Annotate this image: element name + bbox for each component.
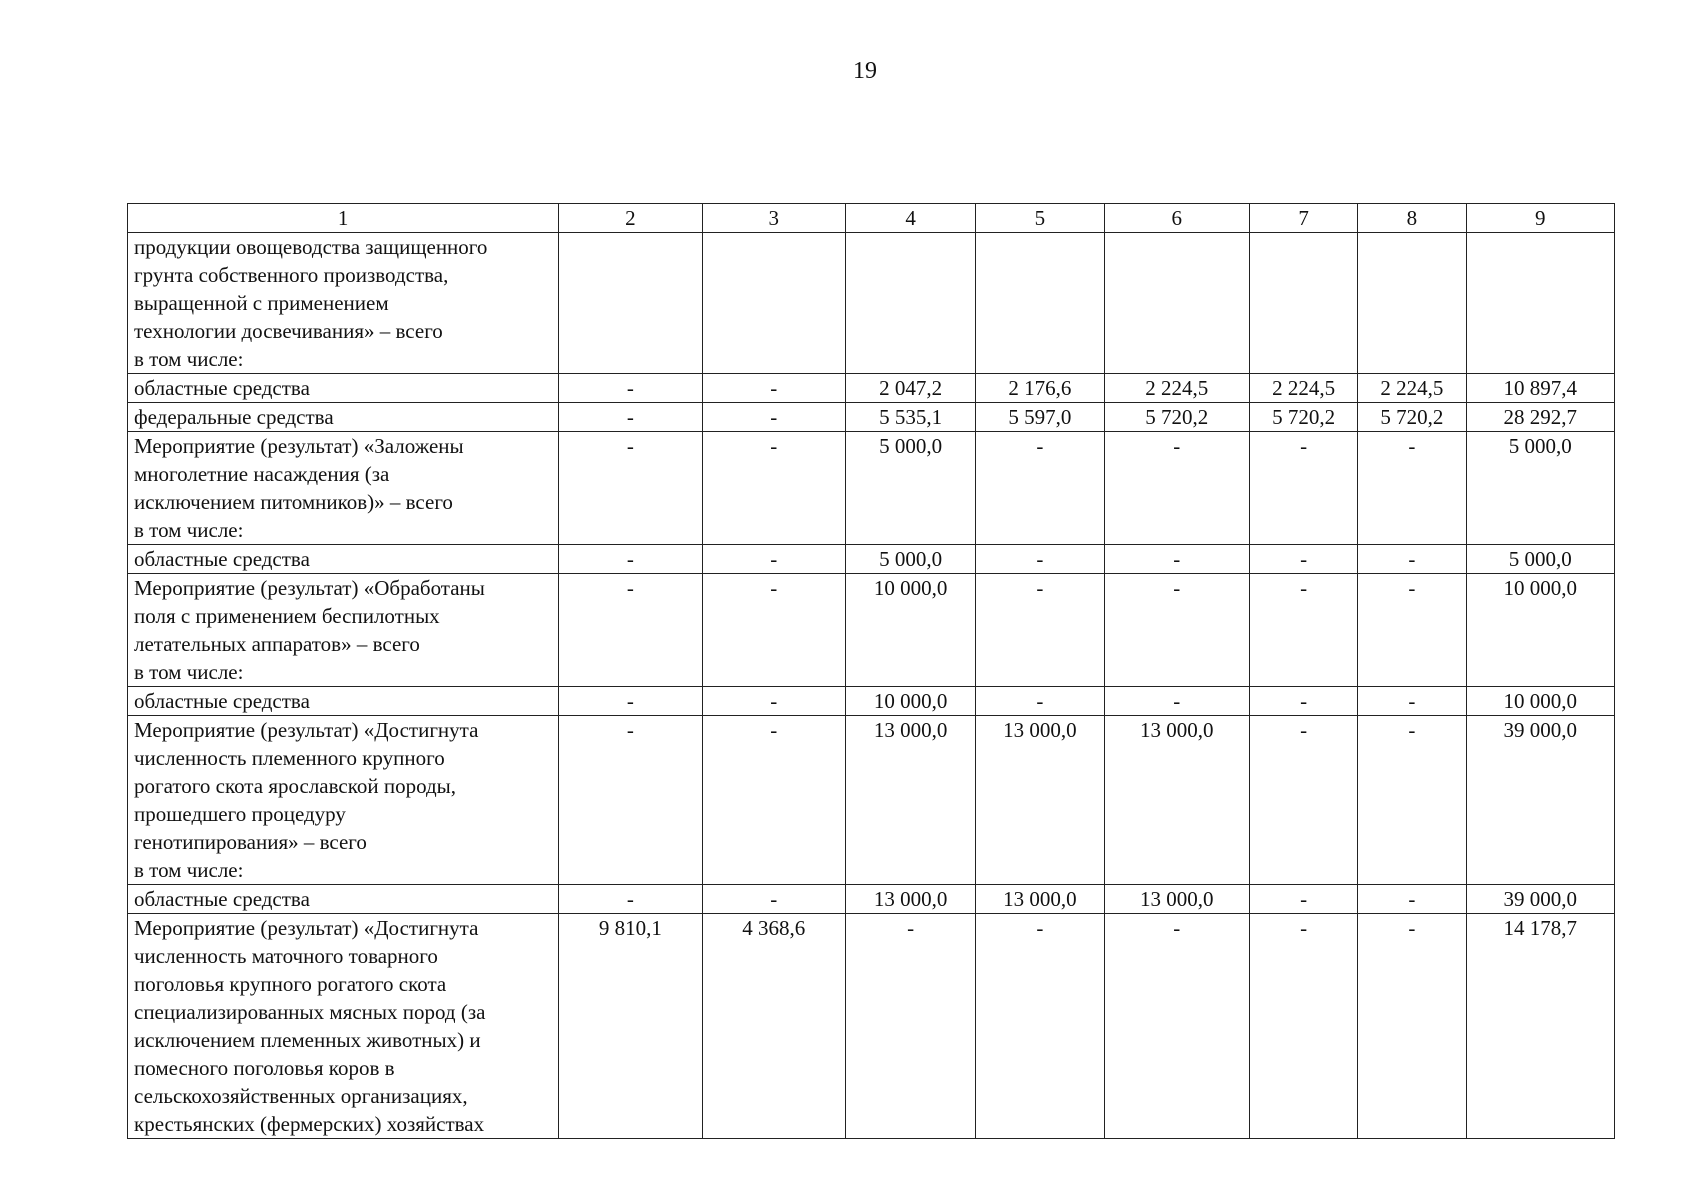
row-name-cell [128, 545, 559, 574]
value-cell: - [559, 432, 702, 545]
value-cell: 2 224,5 [1249, 374, 1357, 403]
row-name-cell [128, 885, 559, 914]
table-row [128, 885, 1615, 914]
row-name-line: продукции овощеводства защищенного [134, 235, 488, 259]
row-name-line: в том числе: [134, 347, 244, 371]
value-cell [702, 233, 845, 374]
row-name-line: прошедшего процедуру [134, 802, 346, 826]
value-cell: - [1358, 914, 1466, 1139]
value-cell: - [702, 403, 845, 432]
row-name-line: Мероприятие (результат) «Достигнута [134, 718, 479, 742]
value-cell: - [1358, 885, 1466, 914]
value-cell: 13 000,0 [845, 716, 975, 885]
value-cell: - [976, 545, 1104, 574]
table-row [128, 233, 1615, 374]
value-cell: 13 000,0 [1104, 716, 1249, 885]
row-name-line: численность маточного товарного [134, 944, 438, 968]
value-cell [1466, 233, 1614, 374]
value-cell: 5 597,0 [976, 403, 1104, 432]
row-name-cell [128, 432, 559, 545]
column-header: 6 [1104, 204, 1249, 233]
value-cell: - [702, 432, 845, 545]
table-row [128, 574, 1615, 687]
value-cell: - [1358, 716, 1466, 885]
value-cell: 28 292,7 [1466, 403, 1614, 432]
value-cell: - [1104, 914, 1249, 1139]
value-cell: - [1358, 574, 1466, 687]
value-cell: 4 368,6 [702, 914, 845, 1139]
value-cell: - [1249, 687, 1357, 716]
value-cell: 5 000,0 [845, 545, 975, 574]
row-name-cell [128, 687, 559, 716]
table-row [128, 545, 1615, 574]
table-row [128, 716, 1615, 885]
column-header: 8 [1358, 204, 1466, 233]
value-cell: 39 000,0 [1466, 716, 1614, 885]
value-cell [1358, 233, 1466, 374]
value-cell: 39 000,0 [1466, 885, 1614, 914]
value-cell: - [1358, 432, 1466, 545]
table-body [128, 233, 1615, 1139]
table-row [128, 374, 1615, 403]
value-cell: - [1104, 687, 1249, 716]
column-header: 4 [845, 204, 975, 233]
value-cell: - [1104, 545, 1249, 574]
value-cell: - [559, 545, 702, 574]
value-cell: 2 176,6 [976, 374, 1104, 403]
row-name-line: сельскохозяйственных организациях, [134, 1084, 468, 1108]
value-cell: 2 224,5 [1104, 374, 1249, 403]
value-cell: 5 000,0 [1466, 432, 1614, 545]
value-cell: - [559, 885, 702, 914]
row-name-line: многолетние насаждения (за [134, 462, 390, 486]
value-cell: 10 897,4 [1466, 374, 1614, 403]
page-number: 19 [853, 58, 877, 84]
value-cell: - [976, 687, 1104, 716]
value-cell: 5 535,1 [845, 403, 975, 432]
value-cell: - [559, 403, 702, 432]
column-header: 7 [1249, 204, 1357, 233]
value-cell: - [1249, 574, 1357, 687]
value-cell: - [702, 574, 845, 687]
row-name-cell [128, 233, 559, 374]
row-name-line: областные средства [134, 547, 310, 571]
value-cell: 5 720,2 [1358, 403, 1466, 432]
value-cell: - [1358, 545, 1466, 574]
row-name-line: в том числе: [134, 858, 244, 882]
value-cell: 9 810,1 [559, 914, 702, 1139]
value-cell: 5 720,2 [1104, 403, 1249, 432]
row-name-cell [128, 574, 559, 687]
value-cell: - [559, 374, 702, 403]
value-cell: - [1358, 687, 1466, 716]
row-name-line: Мероприятие (результат) «Достигнута [134, 916, 479, 940]
row-name-line: в том числе: [134, 518, 244, 542]
value-cell: 14 178,7 [1466, 914, 1614, 1139]
row-name-line: исключением племенных животных) и [134, 1028, 481, 1052]
value-cell: - [702, 716, 845, 885]
row-name-line: областные средства [134, 887, 310, 911]
value-cell [1104, 233, 1249, 374]
value-cell [1249, 233, 1357, 374]
row-name-line: численность племенного крупного [134, 746, 445, 770]
value-cell: 10 000,0 [1466, 687, 1614, 716]
table-row [128, 432, 1615, 545]
value-cell: - [702, 374, 845, 403]
row-name-line: поля с применением беспилотных [134, 604, 440, 628]
value-cell: 13 000,0 [845, 885, 975, 914]
row-name-line: крестьянских (фермерских) хозяйствах [134, 1112, 485, 1136]
value-cell: - [559, 716, 702, 885]
value-cell: 10 000,0 [845, 687, 975, 716]
value-cell: - [976, 574, 1104, 687]
value-cell: - [559, 687, 702, 716]
row-name-line: специализированных мясных пород (за [134, 1000, 486, 1024]
value-cell: - [1249, 716, 1357, 885]
value-cell: - [1249, 885, 1357, 914]
budget-table [127, 203, 1615, 1139]
table-row [128, 403, 1615, 432]
value-cell [559, 233, 702, 374]
value-cell: - [976, 914, 1104, 1139]
value-cell: 10 000,0 [845, 574, 975, 687]
value-cell: - [559, 574, 702, 687]
value-cell: - [702, 885, 845, 914]
row-name-line: летательных аппаратов» – всего [134, 632, 420, 656]
column-header: 3 [702, 204, 845, 233]
column-header: 2 [559, 204, 702, 233]
value-cell: - [702, 687, 845, 716]
row-name-line: исключением питомников)» – всего [134, 490, 453, 514]
value-cell: - [1249, 432, 1357, 545]
table-row [128, 914, 1615, 1139]
value-cell: 2 224,5 [1358, 374, 1466, 403]
value-cell: 13 000,0 [976, 885, 1104, 914]
value-cell: 5 720,2 [1249, 403, 1357, 432]
row-name-line: в том числе: [134, 660, 244, 684]
table-header-row [128, 204, 1615, 233]
row-name-line: областные средства [134, 376, 310, 400]
value-cell [976, 233, 1104, 374]
column-header: 1 [128, 204, 559, 233]
row-name-line: помесного поголовья коров в [134, 1056, 395, 1080]
row-name-cell [128, 403, 559, 432]
row-name-line: грунта собственного производства, [134, 263, 449, 287]
row-name-line: областные средства [134, 689, 310, 713]
row-name-line: федеральные средства [134, 405, 334, 429]
value-cell: 10 000,0 [1466, 574, 1614, 687]
value-cell: 13 000,0 [1104, 885, 1249, 914]
row-name-cell [128, 716, 559, 885]
row-name-cell [128, 914, 559, 1139]
value-cell [845, 233, 975, 374]
value-cell: - [845, 914, 975, 1139]
value-cell: - [1249, 545, 1357, 574]
value-cell: - [1104, 574, 1249, 687]
row-name-line: технологии досвечивания» – всего [134, 319, 443, 343]
value-cell: - [1249, 914, 1357, 1139]
row-name-line: Мероприятие (результат) «Обработаны [134, 576, 485, 600]
value-cell: - [976, 432, 1104, 545]
table-row [128, 687, 1615, 716]
value-cell: 5 000,0 [1466, 545, 1614, 574]
value-cell: - [1104, 432, 1249, 545]
row-name-line: рогатого скота ярославской породы, [134, 774, 457, 798]
row-name-line: Мероприятие (результат) «Заложены [134, 434, 464, 458]
value-cell: 2 047,2 [845, 374, 975, 403]
column-header: 9 [1466, 204, 1614, 233]
value-cell: 13 000,0 [976, 716, 1104, 885]
row-name-line: выращенной с применением [134, 291, 389, 315]
row-name-line: поголовья крупного рогатого скота [134, 972, 447, 996]
value-cell: - [702, 545, 845, 574]
value-cell: 5 000,0 [845, 432, 975, 545]
column-header: 5 [976, 204, 1104, 233]
row-name-line: генотипирования» – всего [134, 830, 367, 854]
row-name-cell [128, 374, 559, 403]
